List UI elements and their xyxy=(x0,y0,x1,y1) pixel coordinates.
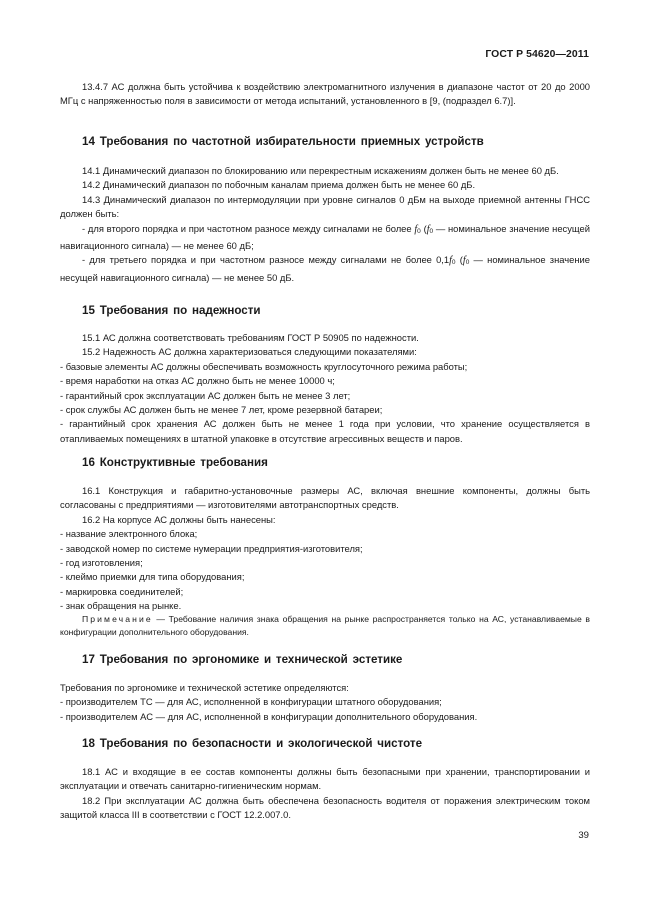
section-17 xyxy=(60,653,590,666)
list-item: - клеймо приемки для типа оборудования; xyxy=(60,571,245,583)
list-item: - гарантийный срок хранения АС должен быть не менее 1 года при условии, что хранение осуществляется в отапливаемых помещениях в штатной упаковке в отсутствие агрессивных веществ и паров. xyxy=(60,418,590,444)
paragraph: Требования по эргономике и технической эстетике определяются: xyxy=(60,682,349,693)
list-item: - срок службы АС должен быть не менее 7 лет, кроме резервной батареи; xyxy=(60,404,383,416)
section-15 xyxy=(60,304,590,317)
paragraph: 18.1 АС и входящие в ее состав компоненты должны быть безопасными при хранении, транспортировании и эксплуатации и отвечать санитарно-гигиеническим нормам. xyxy=(60,766,590,792)
section-16-body xyxy=(60,484,590,614)
section-heading: 17 Требования по эргономике и технической эстетике xyxy=(82,653,403,666)
page-number: 39 xyxy=(578,830,589,841)
paragraph: 15.2 Надежность АС должна характеризоваться следующими показателями: xyxy=(82,346,417,358)
paragraph: 14.1 Динамический диапазон по блокированию или перекрестным искажениям должен быть не менее 60 дБ. xyxy=(82,165,559,176)
paragraph: 16.2 На корпусе АС должны быть нанесены: xyxy=(82,513,276,525)
section-heading: 15 Требования по надежности xyxy=(82,304,261,317)
section-17-body xyxy=(60,681,590,724)
paragraph: 13.4.7 АС должна быть устойчива к воздействию электромагнитного излучения в диапазоне частот от 20 до 2000 МГц с напряженностью поля в зависимости от метода испытаний, установленного в [9, (подраздел 6.7)]. xyxy=(60,81,590,107)
section-heading: 18 Требования по безопасности и экологической чистоте xyxy=(82,737,423,750)
note-block xyxy=(60,613,590,639)
paragraph: 14.3 Динамический диапазон по интермодуляции при уровне сигналов 0 дБм на выходе приемной антенны ГНСС должен быть: xyxy=(60,193,590,220)
paragraph: 14.2 Динамический диапазон по побочным каналам приема должен быть не менее 60 дБ. xyxy=(82,179,476,191)
note: Примечание — Требование наличия знака обращения на рынке распространяется только на АС, устанавливаемые в конфигурации дополнительного оборудования. xyxy=(60,614,590,637)
list-item: - время наработки на отказ АС должно быть не менее 10000 ч; xyxy=(60,375,335,387)
list-item: - гарантийный срок эксплуатации АС должен быть не менее 3 лет; xyxy=(60,389,351,401)
list-item: - год изготовления; xyxy=(60,557,143,569)
paragraph: 15.1 АС должна соответствовать требованиям ГОСТ Р 50905 по надежности. xyxy=(82,332,419,343)
section-15-body xyxy=(60,331,590,446)
list-item: - производителем ТС — для АС, исполненной в конфигурации штатного оборудования; xyxy=(60,696,442,708)
list-item: - знак обращения на рынке. xyxy=(60,600,182,612)
section-14 xyxy=(60,135,590,148)
list-item: - для третьего порядка и при частотном разносе между сигналами не более $0,1f_0$ ($f_0$ — номинальное значение несущей навигационного сигнала) — не менее 50 дБ. xyxy=(60,254,591,283)
paragraph: 16.1 Конструкция и габаритно-установочные размеры АС, включая внешние компоненты, должны быть согласованы с предприятиями — изготовителями автотранспортных средств. xyxy=(60,485,590,511)
list-item: - для второго порядка и при частотном разносе между сигналами не более $f_0$ ($f_0$ — номинальное значение несущей навигационного сигнала) — не менее 60 дБ; xyxy=(60,222,590,252)
section-18-body xyxy=(60,765,590,823)
note-label: Примечание xyxy=(82,614,153,624)
list-item: - название электронного блока; xyxy=(60,528,198,540)
document-header: ГОСТ Р 54620—2011 xyxy=(485,49,589,60)
section-18 xyxy=(60,737,590,750)
section-14-body xyxy=(60,164,590,285)
list-item: - базовые элементы АС должны обеспечивать возможность круглосуточного режима работы; xyxy=(60,360,468,372)
clause-13-4-7 xyxy=(60,80,590,109)
list-item: - маркировка соединителей; xyxy=(60,585,184,597)
section-16 xyxy=(60,456,590,469)
paragraph: 18.2 При эксплуатации АС должна быть обеспечена безопасность водителя от поражения электрическим током защитой класса III в соответствии с ГОСТ 12.2.007.0. xyxy=(60,794,590,821)
list-item: - производителем АС — для АС, исполненной в конфигурации дополнительного оборудования. xyxy=(60,710,478,722)
section-heading: 16 Конструктивные требования xyxy=(82,456,268,469)
list-item: - заводской номер по системе нумерации предприятия-изготовителя; xyxy=(60,542,363,554)
section-heading: 14 Требования по частотной избирательности приемных устройств xyxy=(82,135,484,148)
